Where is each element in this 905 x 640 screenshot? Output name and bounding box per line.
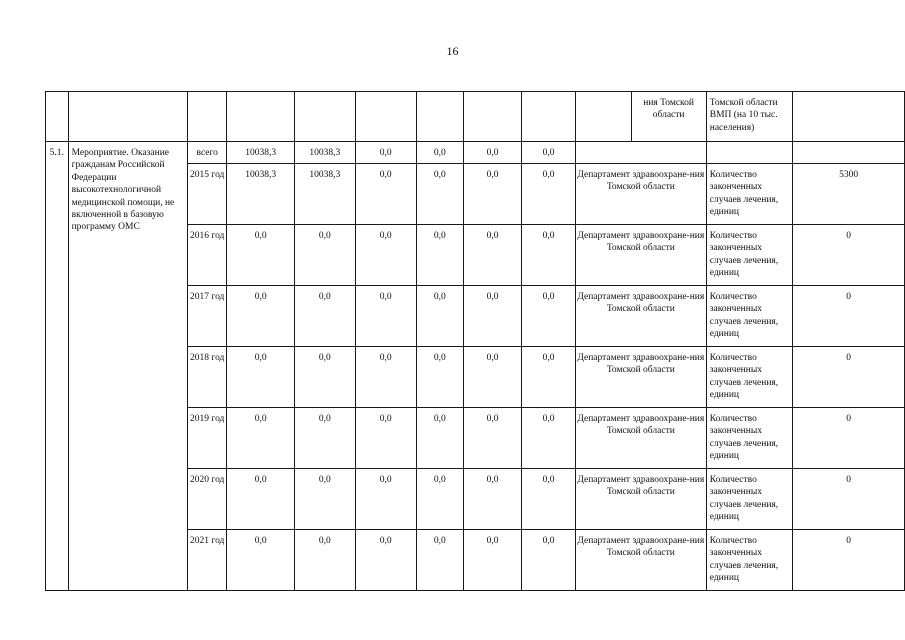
row-value: 0,0 [227,408,295,469]
row-target-value: 0 [793,469,905,530]
row-executor: Департамент здравоохране-ния Томской области [575,347,706,408]
row-executor [575,142,706,164]
row-value: 0,0 [463,164,521,225]
row-executor: Департамент здравоохране-ния Томской области [575,408,706,469]
row-value: 10038,3 [295,142,355,164]
program-table [45,91,905,591]
row-value: 0,0 [463,225,521,286]
row-value: 0,0 [463,530,521,591]
row-executor: Департамент здравоохране-ния Томской области [575,286,706,347]
row-value: 0,0 [295,225,355,286]
row-value: 0,0 [463,469,521,530]
row-value: 0,0 [227,469,295,530]
row-year: 2016 год [188,225,227,286]
row-value: 0,0 [227,530,295,591]
row-value: 0,0 [355,142,416,164]
cell-target [793,92,905,142]
row-value: 0,0 [416,408,463,469]
table-row [46,142,905,164]
row-value: 0,0 [295,530,355,591]
row-indicator [706,142,792,164]
row-value: 0,0 [463,286,521,347]
row-value: 0,0 [355,347,416,408]
cell-value [295,92,355,142]
row-value: 0,0 [416,347,463,408]
row-year: 2018 год [188,347,227,408]
row-value: 0,0 [355,164,416,225]
row-indicator: Количество законченных случаев лечения, единиц [706,469,792,530]
row-target-value: 0 [793,286,905,347]
row-value: 0,0 [355,469,416,530]
row-year: 2021 год [188,530,227,591]
row-value: 0,0 [295,469,355,530]
row-indicator: Количество законченных случаев лечения, единиц [706,164,792,225]
row-value: 0,0 [227,225,295,286]
row-value: 0,0 [295,286,355,347]
item-code: 5.1. [46,142,69,591]
row-value: 0,0 [416,164,463,225]
row-value: 0,0 [416,530,463,591]
row-target-value: 5300 [793,164,905,225]
cell-spacer [575,92,631,142]
row-value: 0,0 [522,164,576,225]
row-value: 0,0 [355,530,416,591]
row-value: 0,0 [522,142,576,164]
row-indicator: Количество законченных случаев лечения, единиц [706,225,792,286]
row-value: 0,0 [522,408,576,469]
row-indicator: Количество законченных случаев лечения, единиц [706,286,792,347]
row-value: 0,0 [522,286,576,347]
row-value: 0,0 [416,225,463,286]
row-target-value: 0 [793,530,905,591]
continuation-row [46,92,905,142]
row-executor: Департамент здравоохране-ния Томской области [575,469,706,530]
table-body [46,92,905,591]
cell-name [68,92,188,142]
row-target-value: 0 [793,347,905,408]
cell-value [227,92,295,142]
row-value: 0,0 [355,408,416,469]
row-year: 2020 год [188,469,227,530]
cell-year [188,92,227,142]
row-value: 0,0 [463,347,521,408]
row-value: 0,0 [416,469,463,530]
row-value: 0,0 [522,530,576,591]
row-value: 0,0 [355,225,416,286]
item-name: Мероприятие. Оказание гражданам Российской Федерации высокотехнологичной медицинской помощи, не включенной в базовую программу ОМС [68,142,188,591]
row-year: 2017 год [188,286,227,347]
row-value: 0,0 [416,286,463,347]
row-target-value: 0 [793,408,905,469]
row-value: 0,0 [355,286,416,347]
cell-value [522,92,576,142]
row-value: 0,0 [295,408,355,469]
cell-value [463,92,521,142]
header-indicator: Томской области ВМП (на 10 тыс. населения) [706,92,792,142]
row-value: 0,0 [522,225,576,286]
row-target-value: 0 [793,225,905,286]
row-year: всего [188,142,227,164]
header-executor: ния Томской области [631,92,706,142]
row-executor: Департамент здравоохране-ния Томской области [575,225,706,286]
page-number: 16 [446,44,459,58]
row-value: 0,0 [227,286,295,347]
row-value: 0,0 [522,347,576,408]
row-value: 10038,3 [227,142,295,164]
row-year: 2019 год [188,408,227,469]
row-indicator: Количество законченных случаев лечения, единиц [706,347,792,408]
cell-value [355,92,416,142]
row-value: 0,0 [463,142,521,164]
row-value: 0,0 [227,347,295,408]
row-indicator: Количество законченных случаев лечения, единиц [706,408,792,469]
cell-code [46,92,69,142]
row-value: 10038,3 [227,164,295,225]
row-target-value [793,142,905,164]
cell-value [416,92,463,142]
row-indicator: Количество законченных случаев лечения, единиц [706,530,792,591]
row-value: 0,0 [522,469,576,530]
row-value: 0,0 [295,347,355,408]
row-executor: Департамент здравоохране-ния Томской области [575,164,706,225]
row-executor: Департамент здравоохране-ния Томской области [575,530,706,591]
row-value: 0,0 [463,408,521,469]
row-value: 10038,3 [295,164,355,225]
row-year: 2015 год [188,164,227,225]
row-value: 0,0 [416,142,463,164]
